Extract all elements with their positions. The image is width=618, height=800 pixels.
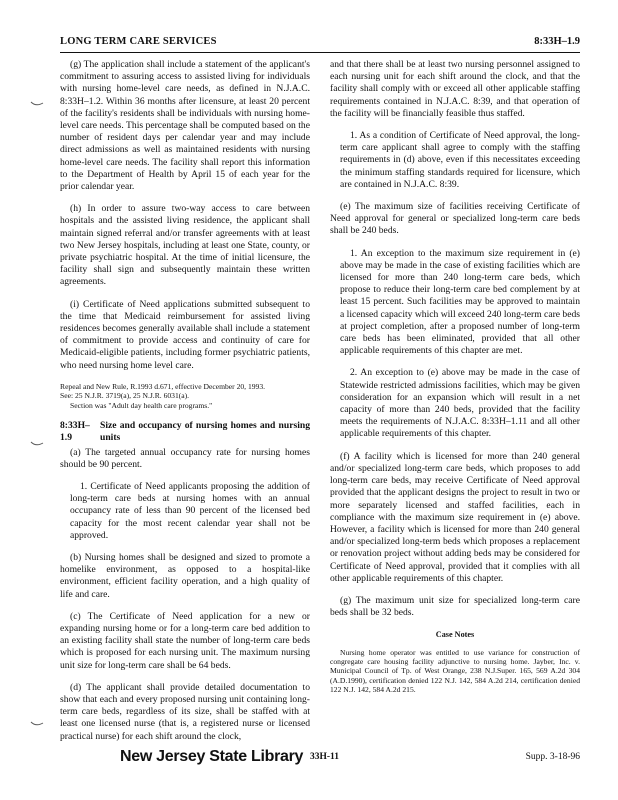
paragraph-d-1: 1. As a condition of Certificate of Need approval, the long-term care applicant shall agree to comply with the staffing requirements in (d) above, even if this necessitates exceeding the minimum staffing standards required for licensure, which are contained in N.J.A.C. 8:39.	[340, 130, 580, 190]
paragraph-a: (a) The targeted annual occupancy rate for nursing homes should be 90 percent.	[60, 446, 310, 470]
paragraph-g: (g) The application shall include a statement of the applicant's commitment to assuring access to assisted living for individuals with nursing home-level care needs, as defined in N.J.A.C. 8:33H–1.2. Within 36 months after licensure, at least 20 percent of the facility's residents shall be individuals with nursing home-level care needs. This percentage shall be computed based on the number of resident days per calendar year and may include direct admissions as well as maintained residents with nursing home-level care needs. The facility shall report this information to the Department of Health by April 15 of each year for the prior calendar year.	[60, 59, 310, 193]
paragraph-d-continued: and that there shall be at least two nursing personnel assigned to each nursing unit for each shift around the clock, and that the facility shall comply with or exceed all other applicable staffing requirements contained in N.J.A.C. 8:39, and that operation of the facility will be financially feasible thus staffed.	[330, 59, 580, 119]
right-column	[330, 59, 580, 695]
source-line: Section was "Adult day health care programs."	[70, 400, 213, 410]
paragraph-d: (d) The applicant shall provide detailed documentation to show that each and every proposed nursing unit containing long-term care beds, regardless of its size, shall be staffed with at least one licensed nurse (that is, a registered nurse or licensed practical nurse) for each shift around the clock,	[60, 681, 310, 742]
page-footer	[60, 748, 580, 772]
supplement-date: Supp. 3-18-96	[525, 752, 580, 762]
section-heading	[60, 420, 310, 444]
section-title: Size and occupancy of nursing homes and nursing units	[100, 420, 310, 444]
source-note	[60, 382, 310, 410]
paragraph-b: (b) Nursing homes shall be designed and sized to promote a homelike environment, as opposed to a hospital-like environment, efficient facility operation, and a high quality of life and care.	[60, 551, 310, 600]
library-stamp: New Jersey State Library	[120, 748, 304, 765]
paragraph-i: (i) Certificate of Need applications submitted subsequent to the time that Medicaid reimbursement for assisted living residences becomes generally available shall include a statement of commitment to provide access and continuity of care for Medicaid-eligible patients, including former psychiatric patients, who need nursing home level care.	[60, 298, 310, 371]
margin-mark	[30, 720, 42, 728]
paragraph-e: (e) The maximum size of facilities receiving Certificate of Need approval for general or specialized long-term care beds shall be 240 beds.	[330, 201, 580, 237]
header-title: LONG TERM CARE SERVICES	[60, 36, 217, 47]
left-column	[60, 59, 310, 753]
header-section-number: 8:33H–1.9	[534, 36, 580, 47]
paragraph-c: (c) The Certificate of Need application for a new or expanding nursing home or for a long-term care bed addition to an existing facility shall state the number of long-term care beds which is proposed for each nursing unit. The maximum nursing unit size for long-term care shall be 64 beds.	[60, 610, 310, 671]
paragraph-g-right: (g) The maximum unit size for specialized long-term care beds shall be 32 beds.	[330, 594, 580, 619]
margin-mark	[30, 100, 42, 108]
paragraph-a-1: 1. Certificate of Need applicants proposing the addition of long-term care beds at nursing homes with an annual occupancy rate of less than 90 percent of the licensed bed capacity for the most recent calendar year shall not be approved.	[70, 480, 310, 541]
section-number: 8:33H–1.9	[60, 420, 90, 444]
source-line: See: 25 N.J.R. 3719(a), 25 N.J.R. 6031(a).	[60, 391, 190, 401]
paragraph-f: (f) A facility which is licensed for more than 240 general and/or specialized long-term care beds, which proposes to add long-term care beds, may receive Certificate of Need approval provided that the applicant designs the project to result in two or more separately licensed and staffed facilities, each in compliance with the maximum size requirement in (e) above. However, a facility which is licensed for more than 240 general and/or specialized long-term beds which proposes a replacement or renovation project without adding beds may be considered for Certificate of Need approval, provided that it complies with all other applicable requirements of this chapter.	[330, 450, 580, 584]
page-number: 33H-11	[310, 752, 340, 762]
case-notes-heading: Case Notes	[435, 630, 475, 640]
paragraph-e-1: 1. An exception to the maximum size requirement in (e) above may be made in the case of existing facilities which are licensed for more than 240 long-term care beds, which propose to reduce their long-term care bed complement by at least 15 percent. Such facilities may be approved to maintain a licensed capacity which will exceed 240 long-term care beds at project completion, after a proposed number of long-term care beds has been eliminated, provided that all other applicable requirements of this chapter are met.	[340, 247, 581, 357]
margin-mark	[30, 440, 42, 448]
paragraph-h: (h) In order to assure two-way access to care between hospitals and the assisted living residence, the applicant shall maintain signed referral and/or transfer agreements with at least two New Jersey hospitals, including at least one State, county, or private psychiatric hospital. At the time of initial licensure, the facility shall sign and subsequently maintain these written agreements.	[60, 203, 310, 288]
case-notes-body: Nursing home operator was entitled to use variance for construction of congregate care housing facility adjunctive to nursing home. Jayber, Inc. v. Municipal Council of Tp. of West Orange, 238 N.J.Super. 165, 569 A.2d 304 (A.D.1990), certification denied 122 N.J. 142, 584 A.2d 214, certification denied 122 N.J. 142, 584 A.2d 215.	[330, 647, 580, 695]
running-header	[60, 34, 580, 53]
source-line: Repeal and New Rule, R.1993 d.671, effective December 20, 1993.	[60, 381, 266, 391]
paragraph-e-2: 2. An exception to (e) above may be made in the case of Statewide restricted admissions facilities, which may be given consideration for an expansion which will result in a net capacity of more than 240 beds, provided that the facility meets the requirements of N.J.A.C. 8:33H–1.11 and all other applicable requirements of this chapter.	[340, 367, 580, 440]
